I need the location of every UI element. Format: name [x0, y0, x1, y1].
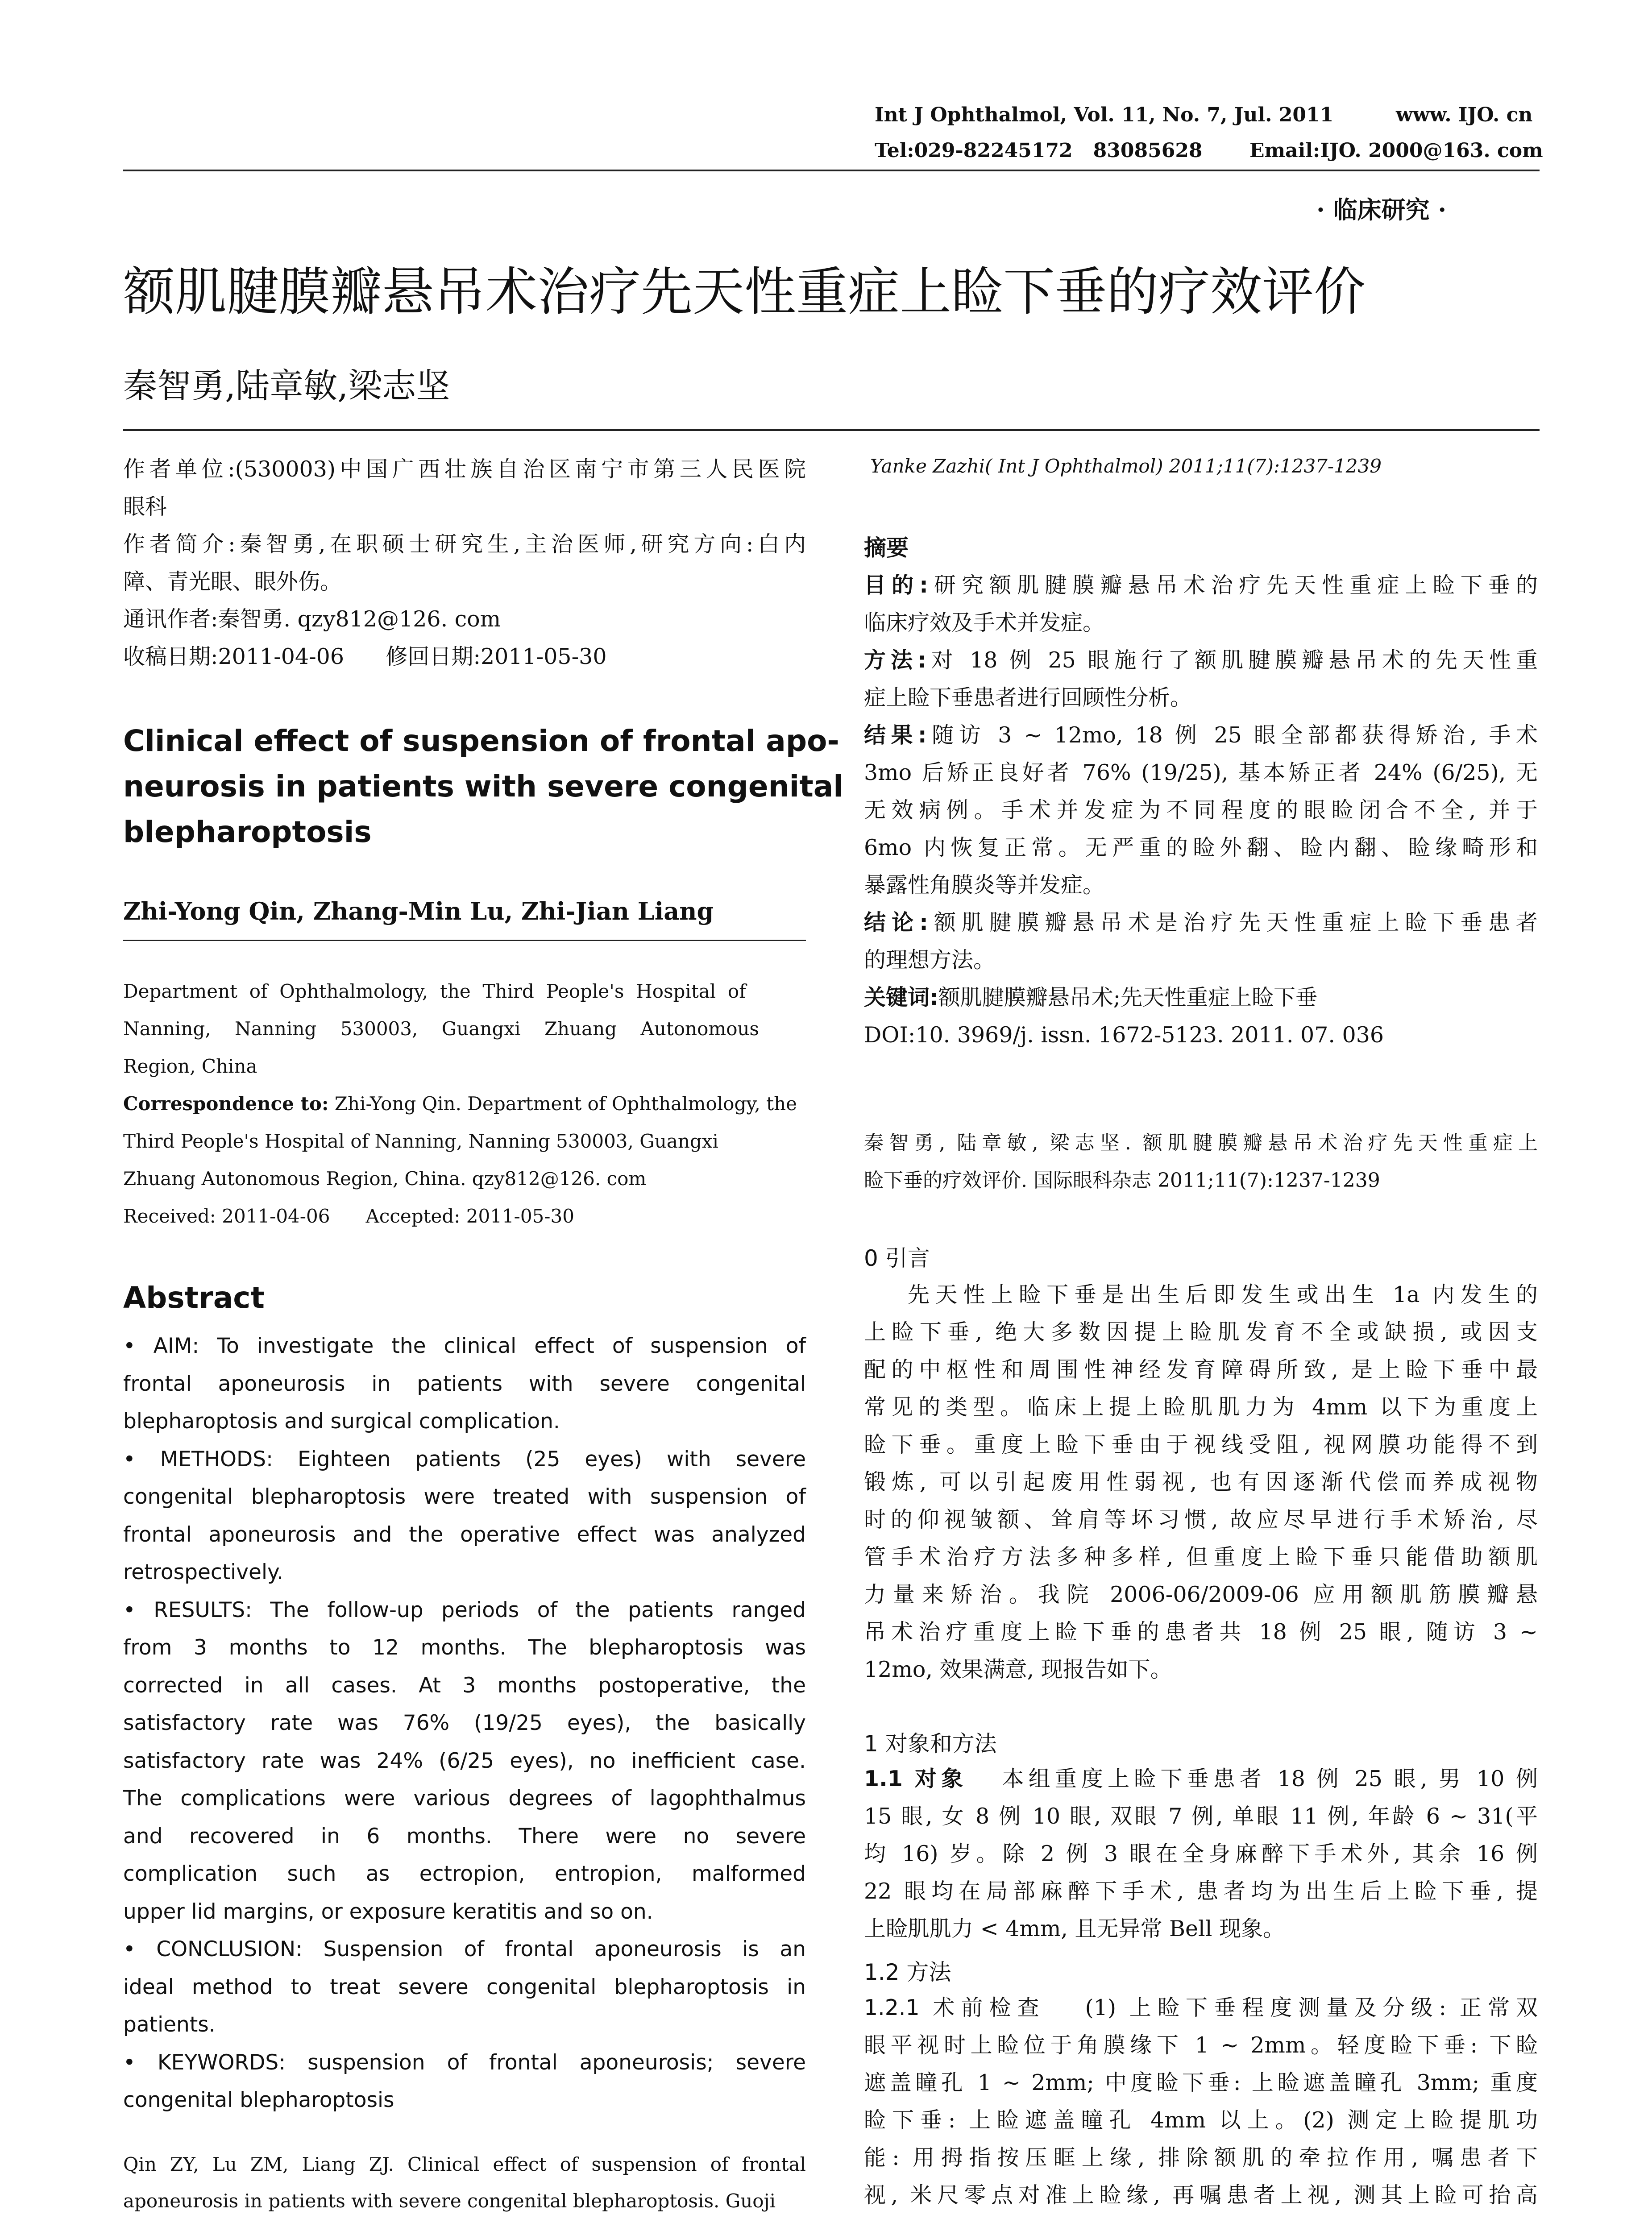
section-label: · 临床研究 ·	[1316, 195, 1447, 224]
journal-tel: Tel:029-82245172 83085628	[875, 139, 1203, 162]
abstract-en: • AIM: To investigate the clinical effect of suspension of frontal aponeurosis in patients with severe congenital blepharoptosis and surgical complication. • METHODS: Eighteen patients (25 eyes) with severe congenital blepharoptosis were treated with suspension of frontal aponeurosis and the operative effect was analyzed retrospectively. • RESULTS: The follow-up periods of the patients ranged from 3 months to 12 months. The blepharoptosis was corrected in all cases. At 3 months postoperative, the satisfactory rate was 76% (19/25 eyes), the basically satisfactory rate was 24% (6/25 eyes), no inefficient case. The complications were various degrees of lagophthalmus and recovered in 6 months. There were no severe complication such as ectropion, entropion, malformed upper lid margins, or exposure keratitis and so on. • CONCLUSION: Suspension of frontal aponeurosis is an ideal method to treat severe congenital blepharoptosis in patients. • KEYWORDS: suspension of frontal aponeurosis; severe congenital blepharoptosis	[123, 1334, 806, 2112]
journal-website: www. IJO. cn	[1396, 104, 1533, 126]
section11-body: 1.1 对象 本组重度上睑下垂患者 18 例 25 眼, 男 10 例 15 眼, 女 8 例 10 眼, 双眼 7 例, 单眼 11 例, 年龄 6 ~ 31(平 均 16) 岁。除 2 例 3 眼在全身麻醉下手术外, 其余 16 例 22 眼均在局部麻醉下手术, 患者均为出生后上睑下垂, 提 上睑肌肌力 < 4mm, 且无异常 Bell 现象。	[864, 1766, 1538, 1941]
authors-cn: 秦智勇,陆章敏,梁志坚	[123, 366, 450, 406]
title-en: Clinical effect of suspension of frontal apo- neurosis in patients with severe congenital blepharoptosis	[123, 724, 843, 849]
abstract-cn: 目的:研究额肌腱膜瓣悬吊术治疗先天性重症上睑下垂的 临床疗效及手术并发症。 方法:对 18 例 25 眼施行了额肌腱膜瓣悬吊术的先天性重 症上睑下垂患者进行回顾性分析。 结果:随访 3 ~ 12mo, 18 例 25 眼全部都获得矫治, 手术 3mo 后矫正良好者 76% (19/25), 基本矫正者 24% (6/25), 无 无效病例。手术并发症为不同程度的眼睑闭合不全, 并于 6mo 内恢复正常。无严重的睑外翻、睑内翻、睑缘畸形和 暴露性角膜炎等并发症。 结论:额肌腱膜瓣悬吊术是治疗先天性重症上睑下垂患者 的理想方法。 关键词:额肌腱膜瓣悬吊术;先天性重症上睑下垂 DOI:10. 3969/j. issn. 1672-5123. 2011. 07. 036	[864, 572, 1538, 1048]
journal-email: Email:IJO. 2000@163. com	[1249, 139, 1543, 162]
intro-heading: 0 引言	[864, 1245, 930, 1271]
section1-heading: 1 对象和方法	[864, 1731, 997, 1757]
intro-body: 先天性上睑下垂是出生后即发生或出生 1a 内发生的 上睑下垂, 绝大多数因提上睑肌发育不全或缺损, 或因支 配的中枢性和周围性神经发育障碍所致, 是上睑下垂中最 常见的类型。临床上提上睑肌肌力为 4mm 以下为重度上 睑下垂。重度上睑下垂由于视线受阻, 视网膜功能得不到 锻炼, 可以引起废用性弱视, 也有因逐渐代偿而养成视物 时的仰视皱额、耸肩等坏习惯, 故应尽早进行手术矫治, 尽 管手术治疗方法多种多样, 但重度上睑下垂只能借助额肌 力量来矫治。我院 2006-06/2009-06 应用额肌筋膜瓣悬 吊术治疗重度上睑下垂的患者共 18 例 25 眼, 随访 3 ~ 12mo, 效果满意, 现报告如下。	[864, 1282, 1538, 1682]
journal-line: Int J Ophthalmol, Vol. 11, No. 7, Jul. 2011	[875, 104, 1334, 126]
abstract-cn-heading: 摘要	[864, 535, 909, 561]
header-rule	[123, 170, 1540, 171]
title-rule	[123, 429, 1540, 431]
section12-heading: 1.2 方法	[864, 1959, 951, 1985]
section121-body: 1.2.1 术前检查 (1) 上睑下垂程度测量及分级: 正常双 眼平视时上睑位于角膜缘下 1 ~ 2mm。轻度睑下垂: 下睑 遮盖瞳孔 1 ~ 2mm; 中度睑下垂: 上睑遮盖瞳孔 3mm; 重度 睑下垂: 上睑遮盖瞳孔 4mm 以上。(2) 测定上睑提肌功 能: 用拇指按压眶上缘, 排除额肌的牵拉作用, 嘱患者下 视, 米尺零点对准上睑缘, 再嘱患者上视, 测其上睑可抬高	[864, 1995, 1538, 2208]
citation-top: Yanke Zazhi( Int J Ophthalmol) 2011;11(7):1237-1239	[870, 455, 1382, 477]
abstract-heading: Abstract	[123, 1281, 265, 1315]
page-title: 额肌腱膜瓣悬吊术治疗先天性重症上睑下垂的疗效评价	[123, 262, 1366, 322]
affiliation-cn: 作者单位:(530003)中国广西壮族自治区南宁市第三人民医院 眼科 作者简介:秦智勇,在职硕士研究生,主治医师,研究方向:白内 障、青光眼、眼外伤。 通讯作者:秦智勇. qzy812@126. com 收稿日期:2011-04-06 修回日期:2011-05-30	[123, 456, 806, 669]
authors-rule	[123, 940, 806, 941]
authors-en: Zhi-Yong Qin, Zhang-Min Lu, Zhi-Jian Liang	[123, 897, 714, 925]
citation-cn: 秦智勇, 陆章敏, 梁志坚. 额肌腱膜瓣悬吊术治疗先天性重症上 睑下垂的疗效评价. 国际眼科杂志 2011;11(7):1237-1239	[864, 1132, 1538, 1192]
citation-en: Qin ZY, Lu ZM, Liang ZJ. Clinical effect of suspension of frontal aponeurosis in patients with severe congenital blepharoptosis. Guoji	[123, 2153, 806, 2212]
affiliation-en: Department of Ophthalmology, the Third People's Hospital of Nanning, Nanning 530003, Guangxi Zhuang Autonomous Region, China Correspondence to: Zhi-Yong Qin. Department of Ophthalmology, the Third People's Hospital of Nanning, Nanning 530003, Guangxi Zhuang Autonomous Region, China. qzy812@126. com Received: 2011-04-06 Accepted: 2011-05-30	[123, 980, 797, 1227]
